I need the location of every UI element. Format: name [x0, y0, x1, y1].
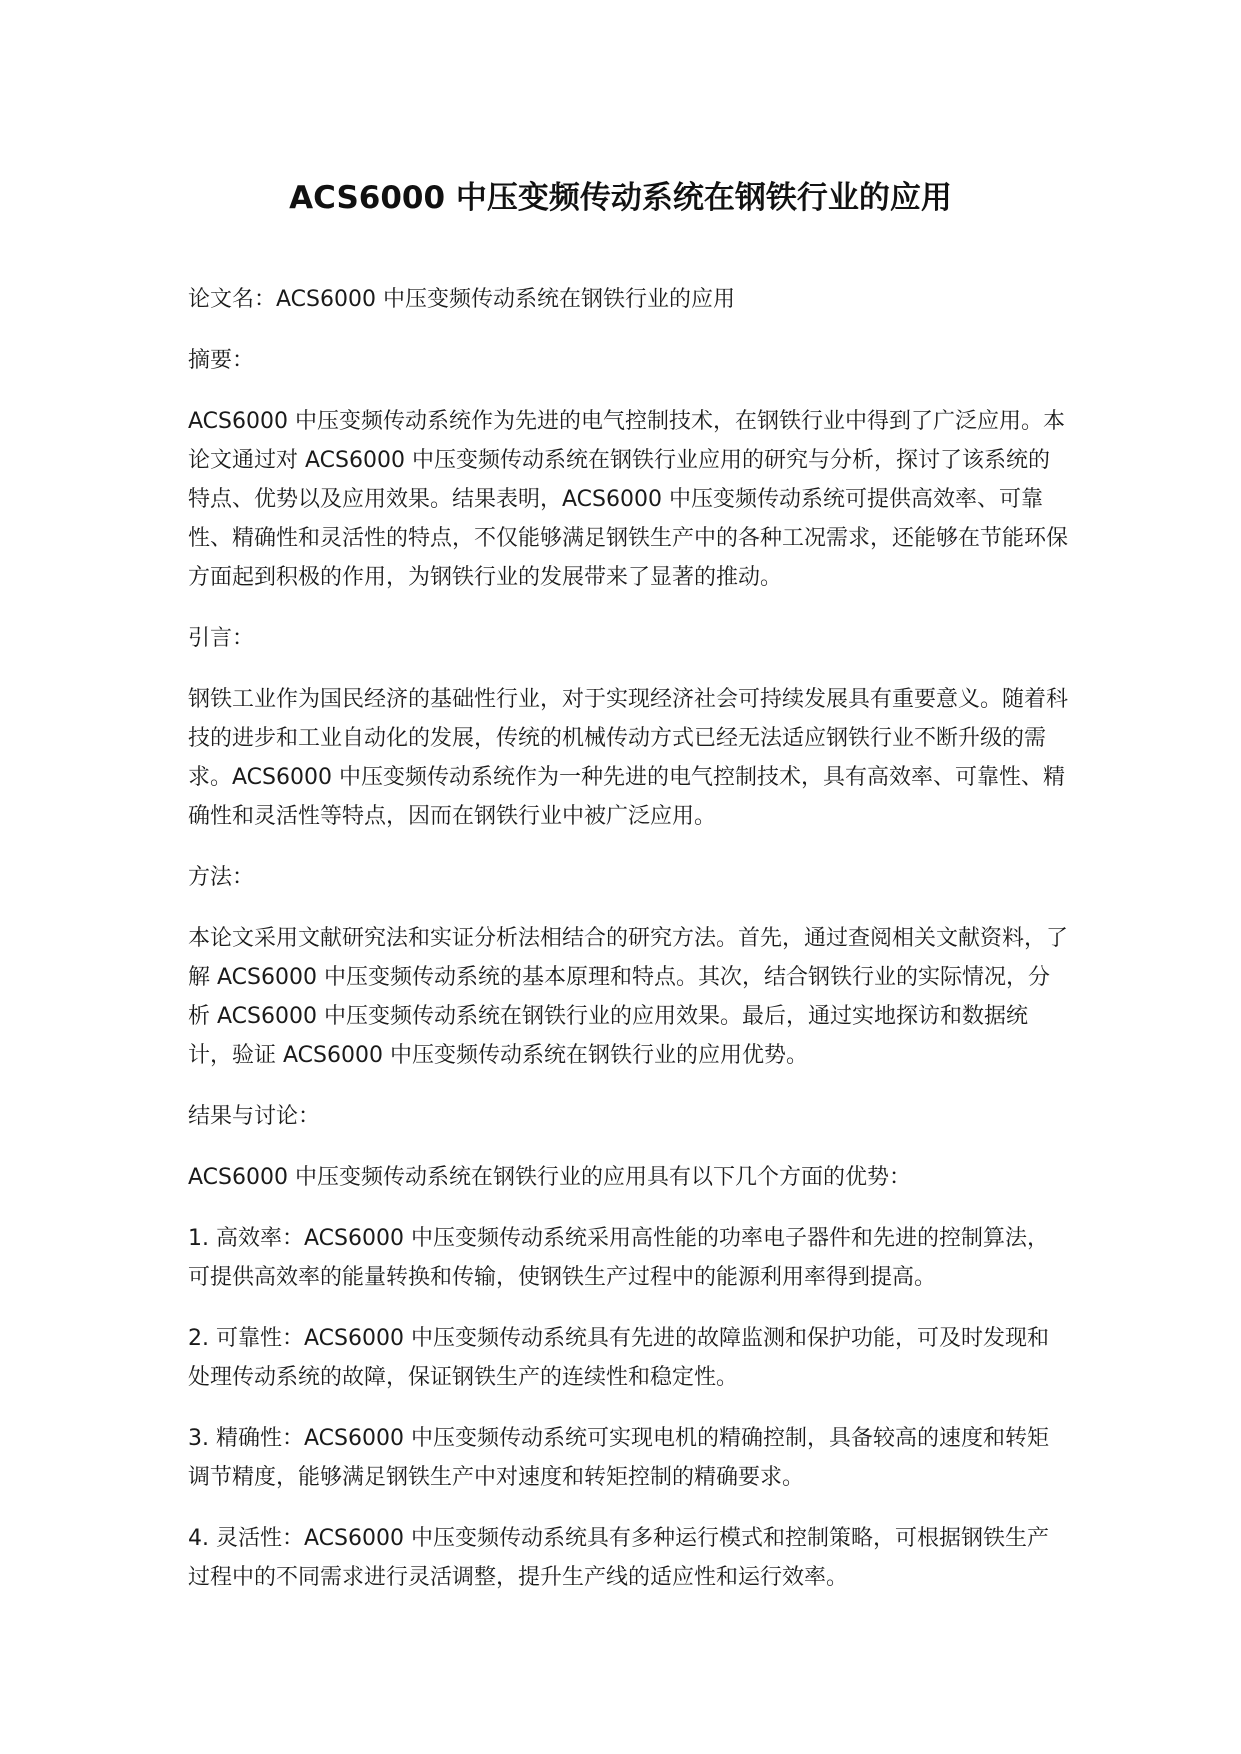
- methods-heading: 方法：: [188, 865, 255, 890]
- introduction-heading: 引言：: [188, 626, 255, 651]
- abstract-paragraph: ACS6000 中压变频传动系统作为先进的电气控制技术，在钢铁行业中得到了广泛应用。本论文通过对 ACS6000 中压变频传动系统在钢铁行业应用的研究与分析，探讨了该系统的特点、优势以及应用效果。结果表明，ACS6000 中压变频传动系统可提供高效率、可靠性、精确性和灵活性的特点，不仅能够满足钢铁生产中的各种工况需求，还能够在节能环保方面起到积极的作用，为钢铁行业的发展带来了显著的推动。: [188, 409, 1069, 590]
- list-item-reliability: 2. 可靠性：ACS6000 中压变频传动系统具有先进的故障监测和保护功能，可及时发现和处理传动系统的故障，保证钢铁生产的连续性和稳定性。: [188, 1326, 1049, 1390]
- paper-name-line: 论文名：ACS6000 中压变频传动系统在钢铁行业的应用: [188, 287, 735, 312]
- abstract-heading: 摘要：: [188, 348, 255, 373]
- document-body: [188, 280, 1068, 1619]
- page-title: ACS6000 中压变频传动系统在钢铁行业的应用: [289, 180, 952, 216]
- introduction-paragraph: 钢铁工业作为国民经济的基础性行业，对于实现经济社会可持续发展具有重要意义。随着科技的进步和工业自动化的发展，传统的机械传动方式已经无法适应钢铁行业不断升级的需求。ACS6000 中压变频传动系统作为一种先进的电气控制技术，具有高效率、可靠性、精确性和灵活性等特点，因而在钢铁行业中被广泛应用。: [188, 687, 1069, 829]
- results-intro-paragraph: ACS6000 中压变频传动系统在钢铁行业的应用具有以下几个方面的优势：: [188, 1165, 911, 1190]
- results-heading: 结果与讨论：: [188, 1104, 321, 1129]
- list-item-flexibility: 4. 灵活性：ACS6000 中压变频传动系统具有多种运行模式和控制策略，可根据钢铁生产过程中的不同需求进行灵活调整，提升生产线的适应性和运行效率。: [188, 1526, 1049, 1590]
- list-item-precision: 3. 精确性：ACS6000 中压变频传动系统可实现电机的精确控制，具备较高的速度和转矩调节精度，能够满足钢铁生产中对速度和转矩控制的精确要求。: [188, 1426, 1049, 1490]
- list-item-efficiency: 1. 高效率：ACS6000 中压变频传动系统采用高性能的功率电子器件和先进的控制算法，可提供高效率的能量转换和传输，使钢铁生产过程中的能源利用率得到提高。: [188, 1226, 1049, 1290]
- methods-paragraph: 本论文采用文献研究法和实证分析法相结合的研究方法。首先，通过查阅相关文献资料，了解 ACS6000 中压变频传动系统的基本原理和特点。其次，结合钢铁行业的实际情况，分析 ACS6000 中压变频传动系统在钢铁行业的应用效果。最后，通过实地探访和数据统计，验证 ACS6000 中压变频传动系统在钢铁行业的应用优势。: [188, 926, 1069, 1068]
